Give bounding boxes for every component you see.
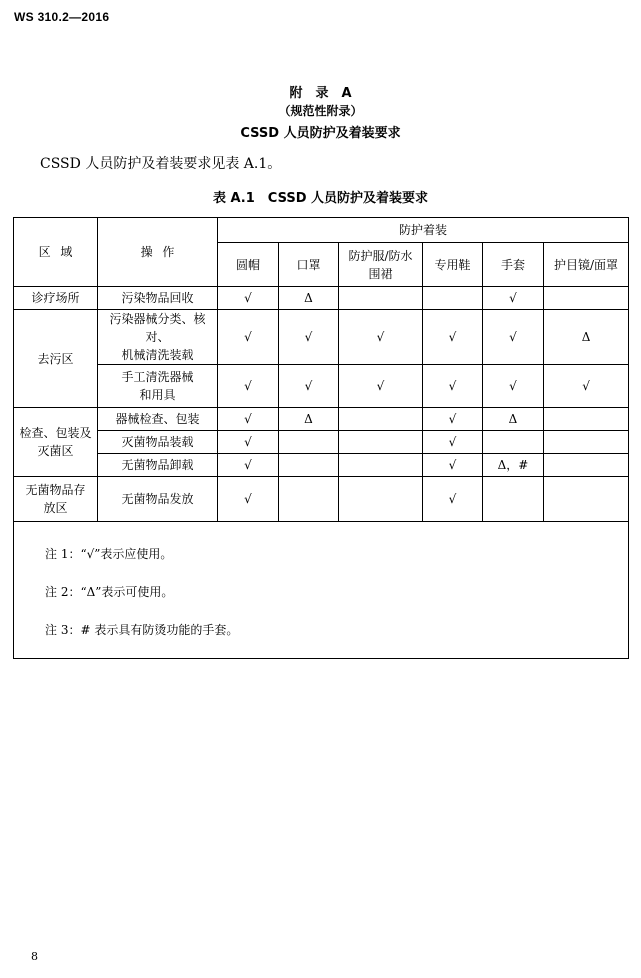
requirement-mark-cell [423, 287, 483, 310]
table-row [14, 365, 629, 408]
requirement-mark-cell [544, 477, 629, 522]
requirement-mark-cell: √ [423, 431, 483, 454]
requirement-mark-cell: Δ [483, 408, 544, 431]
standard-code: WS 310.2—2016 [14, 10, 110, 24]
appendix-label: 附 录 A [289, 86, 352, 101]
header-gloves: 手套 [483, 243, 544, 287]
protection-requirements-table [13, 217, 629, 659]
table-caption: 表 A.1 CSSD 人员防护及着装要求 [212, 191, 429, 206]
area-cell: 诊疗场所 [14, 287, 98, 310]
header-area: 区 域 [14, 218, 98, 287]
header-operation: 操 作 [98, 218, 218, 287]
area-cell: 检查、包装及 灭菌区 [14, 408, 98, 477]
operation-cell: 污染器械分类、核对、 机械清洗装载 [98, 310, 218, 365]
table-row [14, 408, 629, 431]
requirement-mark-cell: √ [218, 408, 279, 431]
header-mask: 口罩 [279, 243, 339, 287]
requirement-mark-cell [544, 287, 629, 310]
requirement-mark-cell: √ [339, 365, 423, 408]
note-3: 注 3：# 表示具有防烫功能的手套。 [45, 623, 239, 637]
requirement-mark-cell: √ [423, 365, 483, 408]
operation-cell: 无菌物品发放 [98, 477, 218, 522]
requirement-mark-cell: √ [423, 310, 483, 365]
requirement-mark-cell: √ [423, 408, 483, 431]
requirement-mark-cell: √ [218, 365, 279, 408]
header-protective-gear: 防护着装 [218, 218, 629, 243]
requirement-mark-cell: √ [218, 477, 279, 522]
requirement-mark-cell [544, 431, 629, 454]
requirement-mark-cell: √ [218, 454, 279, 477]
requirement-mark-cell: √ [544, 365, 629, 408]
intro-paragraph: CSSD 人员防护及着装要求见表 A.1。 [40, 156, 282, 172]
table-row [14, 431, 629, 454]
requirement-mark-cell [279, 477, 339, 522]
requirement-mark-cell [339, 408, 423, 431]
requirement-mark-cell: Δ [544, 310, 629, 365]
requirement-mark-cell [279, 454, 339, 477]
requirement-mark-cell: √ [339, 310, 423, 365]
requirement-mark-cell: √ [483, 365, 544, 408]
requirement-mark-cell [544, 454, 629, 477]
table-notes-row [14, 522, 629, 659]
table-notes [14, 522, 629, 659]
requirement-mark-cell: √ [423, 477, 483, 522]
requirement-mark-cell: √ [279, 365, 339, 408]
table-row [14, 454, 629, 477]
requirement-mark-cell [279, 431, 339, 454]
requirement-mark-cell: √ [218, 287, 279, 310]
requirement-mark-cell [339, 287, 423, 310]
operation-cell: 污染物品回收 [98, 287, 218, 310]
table-row [14, 477, 629, 522]
requirement-mark-cell: √ [483, 310, 544, 365]
requirement-mark-cell: √ [423, 454, 483, 477]
requirement-mark-cell [544, 408, 629, 431]
requirement-mark-cell [339, 477, 423, 522]
note-2: 注 2：“Δ”表示可使用。 [45, 585, 174, 599]
operation-cell: 无菌物品卸载 [98, 454, 218, 477]
requirement-mark-cell: √ [279, 310, 339, 365]
area-cell: 去污区 [14, 310, 98, 408]
operation-cell: 灭菌物品装载 [98, 431, 218, 454]
appendix-title: CSSD 人员防护及着装要求 [240, 126, 401, 141]
table-body [14, 287, 629, 522]
requirement-mark-cell: Δ [279, 408, 339, 431]
operation-cell: 器械检查、包装 [98, 408, 218, 431]
note-1: 注 1：“√”表示应使用。 [45, 547, 173, 561]
appendix-nature: （规范性附录） [278, 104, 363, 118]
table-row [14, 310, 629, 365]
requirement-mark-cell: Δ，# [483, 454, 544, 477]
table-row [14, 287, 629, 310]
requirement-mark-cell [339, 454, 423, 477]
header-shoes: 专用鞋 [423, 243, 483, 287]
area-cell: 无菌物品存 放区 [14, 477, 98, 522]
requirement-mark-cell [339, 431, 423, 454]
operation-cell: 手工清洗器械 和用具 [98, 365, 218, 408]
table-header-row [14, 218, 629, 243]
page-number: 8 [31, 950, 38, 963]
header-round-cap: 圆帽 [218, 243, 279, 287]
requirement-mark-cell: √ [218, 431, 279, 454]
requirement-mark-cell [483, 431, 544, 454]
requirement-mark-cell: Δ [279, 287, 339, 310]
header-gown-apron: 防护服/防水 围裙 [339, 243, 423, 287]
header-goggles-faceshield: 护目镜/面罩 [544, 243, 629, 287]
requirement-mark-cell: √ [218, 310, 279, 365]
requirement-mark-cell [483, 477, 544, 522]
requirement-mark-cell: √ [483, 287, 544, 310]
